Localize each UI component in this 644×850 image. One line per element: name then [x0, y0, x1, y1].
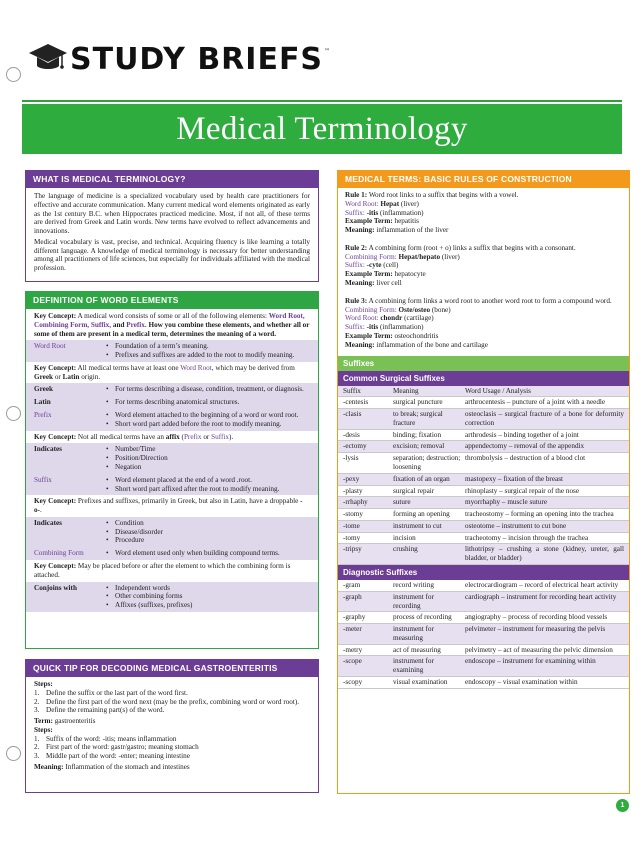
- list-item: 3. Middle part of the word: -enter; meaning intestine: [34, 752, 190, 761]
- usage-cell: thrombolysis – destruction of a blood clot: [465, 454, 586, 463]
- usage-cell: rhinoplasty – surgical repair of the nose: [465, 486, 580, 495]
- key-concept-1: Key Concept: A medical word consists of some or all of the following elements: Word Root, Combining Form, Suffix, and Prefix. How you combine these elements, and whether all or some of them are present in a medical term, determines the meaning of a word.: [34, 312, 310, 338]
- suffix-cell: -stomy: [343, 510, 363, 519]
- meaning-cell: separation; destruction; loosening: [393, 454, 461, 471]
- usage-cell: pelvimetry – act of measuring the pelvic dimension: [465, 645, 613, 654]
- usage-cell: pelvimeter – instrument for measuring the pelvis: [465, 625, 606, 634]
- diagnostic-table-body: [338, 580, 629, 689]
- list-item: • For terms describing a disease, condition, treatment, or diagnosis.: [104, 385, 310, 394]
- what-is-paragraph-1: The language of medicine is a specialized vocabulary used by health care practitioners for effective and accurate communication. Many current medical word elements originated as early as the 1st century B.C. when Hippocrates practiced medicine. Most, if not all, of these terms are derived from Greek and Latin words. New terms have evolved to reflect advancements and innovations.: [34, 192, 310, 236]
- suffix-cell: -graphy: [343, 613, 366, 622]
- meaning-cell: process of recording: [393, 613, 452, 622]
- suffix-cell: -ectomy: [343, 442, 367, 451]
- usage-cell: osteotome – instrument to cut bone: [465, 521, 567, 530]
- suffix-cell: -plasty: [343, 486, 363, 495]
- list-item: • Prefixes and suffixes are added to the root to modify meaning.: [104, 351, 310, 360]
- suffix-cell: -graph: [343, 592, 362, 601]
- table-row: [338, 521, 629, 533]
- suffix-cell: -rrhaphy: [343, 498, 368, 507]
- table-row: [338, 677, 629, 689]
- meaning-cell: suture: [393, 498, 411, 507]
- meaning-cell: act of measuring: [393, 645, 441, 654]
- list-item: 1. Define the suffix or the last part of the word first.: [34, 688, 188, 697]
- usage-cell: tracheostomy – forming an opening into the trachea: [465, 510, 614, 519]
- quick-tip-heading: QUICK TIP FOR DECODING MEDICAL GASTROENTERITIS: [26, 660, 318, 677]
- usage-cell: tracheotomy – incision through the trachea: [465, 533, 589, 542]
- what-is-heading: WHAT IS MEDICAL TERMINOLOGY?: [26, 171, 318, 188]
- trademark: ™: [324, 48, 331, 56]
- rule-2: Rule 2: A combining form (root + o) links a suffix that begins with a consonant. Combining Form: Hepat/hepato (liver) Suffix: -cyte (cell) Example Term: hepatocyte Meaning: liver cell: [345, 243, 576, 288]
- greek-row: Greek • For terms describing a disease, condition, treatment, or diagnosis.: [26, 383, 318, 396]
- suffix-cell: -centesis: [343, 398, 369, 407]
- list-item: • Foundation of a term’s meaning.: [104, 342, 310, 351]
- suffix-cell: -lysis: [343, 454, 359, 463]
- suffix-cell: -clasis: [343, 410, 362, 419]
- meaning-cell: binding; fixation: [393, 430, 442, 439]
- surgical-table-body: [338, 397, 629, 565]
- graduation-cap-icon: [28, 42, 68, 78]
- table-row: [338, 430, 629, 442]
- list-item: • Other combining forms: [104, 592, 310, 601]
- table-row: [338, 624, 629, 645]
- list-item: • Word element placed at the end of a word .root.: [104, 476, 310, 485]
- list-item: 1. Suffix of the word: -itis; means inflammation: [34, 734, 177, 743]
- latin-row: Latin • For terms describing anatomical structures.: [26, 396, 318, 409]
- table-row: [338, 397, 629, 409]
- list-item: • Procedure: [104, 536, 310, 545]
- meaning-cell: crushing: [393, 545, 418, 554]
- table-row: [338, 453, 629, 474]
- meaning-cell: visual examination: [393, 678, 448, 687]
- suffix-cell: -metry: [343, 645, 363, 654]
- list-item: • Independent words: [104, 584, 310, 593]
- word-root-label: Word Root: [34, 342, 66, 351]
- conjoins-row: Conjoins with • Independent words • Other combining forms • Affixes (suffixes, prefixes): [26, 582, 318, 612]
- steps-label: Steps:: [34, 680, 53, 688]
- binder-hole-2: [6, 406, 21, 421]
- list-item: • Word element attached to the beginning of a word or word root.: [104, 411, 310, 420]
- suffix-cell: -desis: [343, 430, 360, 439]
- list-item: • Negation: [104, 463, 310, 472]
- logo-text: STUDY BRIEFS: [70, 41, 324, 77]
- suffix-cell: -tome: [343, 521, 360, 530]
- prefix-row: Prefix • Word element attached to the beginning of a word or word root. • Short word part added before the root to modify meaning.: [26, 409, 318, 431]
- suffix-cell: -tomy: [343, 533, 361, 542]
- usage-cell: endoscope – instrument for examining within: [465, 657, 596, 666]
- steps-2-label: Steps:: [34, 725, 53, 734]
- combining-form-row: Combining Form • Word element used only when building compound terms.: [26, 547, 318, 560]
- usage-cell: electrocardiogram – record of electrical heart activity: [465, 581, 619, 589]
- usage-cell: arthrocentesis – puncture of a joint with a needle: [465, 398, 606, 407]
- usage-cell: cardiograph – instrument for recording heart activity: [465, 592, 617, 601]
- what-is-section: [25, 170, 319, 282]
- surgical-suffixes-title: Common Surgical Suffixes: [338, 371, 629, 386]
- study-briefs-logo: [28, 40, 330, 80]
- definition-section: [25, 291, 319, 649]
- suffix-row: Suffix • Word element placed at the end of a word .root. • Short word part affixed after the root to modify meaning.: [26, 474, 318, 496]
- meaning-cell: instrument for measuring: [393, 625, 434, 642]
- usage-cell: mastopexy – fixation of the breast: [465, 474, 564, 483]
- quick-tip-section: [25, 659, 319, 793]
- list-item: • Position/Direction: [104, 454, 310, 463]
- header-rule: [22, 100, 622, 102]
- rule-1: Rule 1: Word root links to a suffix that begins with a vowel. Word Root: Hepat (liver) Suffix: -itis (inflammation) Example Term: hepatitis Meaning: inflammation of the liver: [345, 191, 519, 235]
- meaning-cell: record writing: [393, 581, 434, 589]
- word-root-row: [26, 340, 318, 362]
- indicates-2-row: Indicates • Condition • Disease/disorder • Procedure: [26, 517, 318, 547]
- suffix-cell: -tripsy: [343, 545, 362, 554]
- meaning-cell: surgical repair: [393, 486, 435, 495]
- list-item: 2. Define the first part of the word next (may be the prefix, combining word or word root).: [34, 697, 300, 706]
- diagnostic-suffixes-title: Diagnostic Suffixes: [338, 565, 629, 580]
- table-row: [338, 497, 629, 509]
- table-row: [338, 612, 629, 624]
- usage-cell: osteoclasis – surgical fracture of a bone for deformity correction: [465, 410, 624, 427]
- definition-heading: DEFINITION OF WORD ELEMENTS: [26, 292, 318, 309]
- meaning-cell: surgical puncture: [393, 398, 443, 407]
- meaning-cell: instrument for examining: [393, 657, 434, 675]
- meaning-cell: instrument for recording: [393, 592, 434, 610]
- list-item: • For terms describing anatomical structures.: [104, 398, 310, 407]
- key-concept-3: Key Concept: Not all medical terms have an affix (Prefix or Suffix).: [34, 432, 234, 441]
- meaning-cell: incision: [393, 533, 416, 542]
- meaning-cell: excision; removal: [393, 442, 445, 451]
- table-header: Suffix Meaning Word Usage / Analysis: [338, 386, 629, 398]
- key-concept-4: Key Concept: Prefixes and suffixes, primarily in Greek, but also in Latin, have a droppable -o-.: [34, 497, 303, 515]
- table-row: [338, 544, 629, 565]
- table-row: [338, 580, 629, 592]
- list-item: • Number/Time: [104, 445, 310, 454]
- list-item: • Affixes (suffixes, prefixes): [104, 601, 310, 610]
- rules-heading: MEDICAL TERMS: BASIC RULES OF CONSTRUCTION: [338, 171, 629, 188]
- table-row: [338, 409, 629, 430]
- rule-3: Rule 3: A combining form links a word root to another word root to form a compound word. Combining Form: Oste/osteo (bone) Word Root: chondr (cartilage) Suffix: -itis (inflammation) Example Term: osteochondritis Meaning: inflammation of the bone and cartilage: [345, 296, 612, 349]
- table-row: [338, 592, 629, 613]
- table-row: [338, 441, 629, 453]
- usage-cell: angiography – process of recording blood vessels: [465, 613, 608, 622]
- list-item: • Short word part added before the root to modify meaning.: [104, 420, 310, 429]
- term-line: Term: gastroenteritis: [34, 717, 96, 726]
- list-item: 3. Define the remaining part(s) of the word.: [34, 706, 165, 715]
- binder-hole-1: [6, 67, 21, 82]
- usage-cell: lithotripsy – crushing a stone (kidney, ureter, gall bladder, or bladder): [465, 545, 624, 563]
- list-item: 2. First part of the word: gastr/gastro; meaning stomach: [34, 743, 199, 752]
- what-is-paragraph-2: Medical vocabulary is vast, precise, and technical. Acquiring fluency is like learning a totally different language. A knowledge of medical terminology is necessary for better understanding among all practitioners of life sciences, but especially for individuals affiliated with the medical profession.: [34, 237, 310, 273]
- usage-cell: myorrhaphy – muscle suture: [465, 498, 548, 507]
- table-row: [338, 486, 629, 498]
- usage-cell: appendectomy – removal of the appendix: [465, 442, 585, 451]
- page-title: Medical Terminology: [22, 104, 622, 154]
- suffixes-heading: Suffixes: [338, 356, 629, 371]
- meaning-cell: forming an opening: [393, 510, 450, 519]
- usage-cell: arthrodesis – binding together of a joint: [465, 430, 579, 439]
- key-concept-5: Key Concept: May be placed before or after the element to which the combining form is attached.: [34, 561, 291, 579]
- table-row: [338, 474, 629, 486]
- binder-hole-3: [6, 746, 21, 761]
- table-row: [338, 533, 629, 545]
- list-item: • Short word part affixed after the root to modify meaning.: [104, 485, 310, 494]
- rules-section: [337, 170, 630, 794]
- key-concept-2: Key Concept: All medical terms have at least one Word Root, which may be derived from Greek or Latin origin.: [34, 363, 295, 381]
- list-item: • Word element used only when building compound terms.: [104, 549, 310, 558]
- usage-cell: endoscopy – visual examination within: [465, 678, 578, 687]
- meaning-line: Meaning: Inflammation of the stomach and intestines: [34, 763, 190, 772]
- meaning-cell: to break; surgical fracture: [393, 410, 443, 427]
- meaning-cell: fixation of an organ: [393, 474, 450, 483]
- suffix-cell: -scope: [343, 657, 362, 666]
- table-row: [338, 645, 629, 657]
- suffix-cell: -scopy: [343, 678, 363, 687]
- list-item: • Disease/disorder: [104, 528, 310, 537]
- page-number: 1: [616, 799, 629, 812]
- meaning-cell: instrument to cut: [393, 521, 442, 530]
- suffix-cell: -gram: [343, 581, 361, 589]
- indicates-row: Indicates • Number/Time • Position/Direction • Negation: [26, 443, 318, 473]
- table-row: [338, 509, 629, 521]
- suffix-cell: -pexy: [343, 474, 360, 483]
- list-item: • Condition: [104, 519, 310, 528]
- table-row: [338, 656, 629, 677]
- suffix-cell: -meter: [343, 625, 362, 634]
